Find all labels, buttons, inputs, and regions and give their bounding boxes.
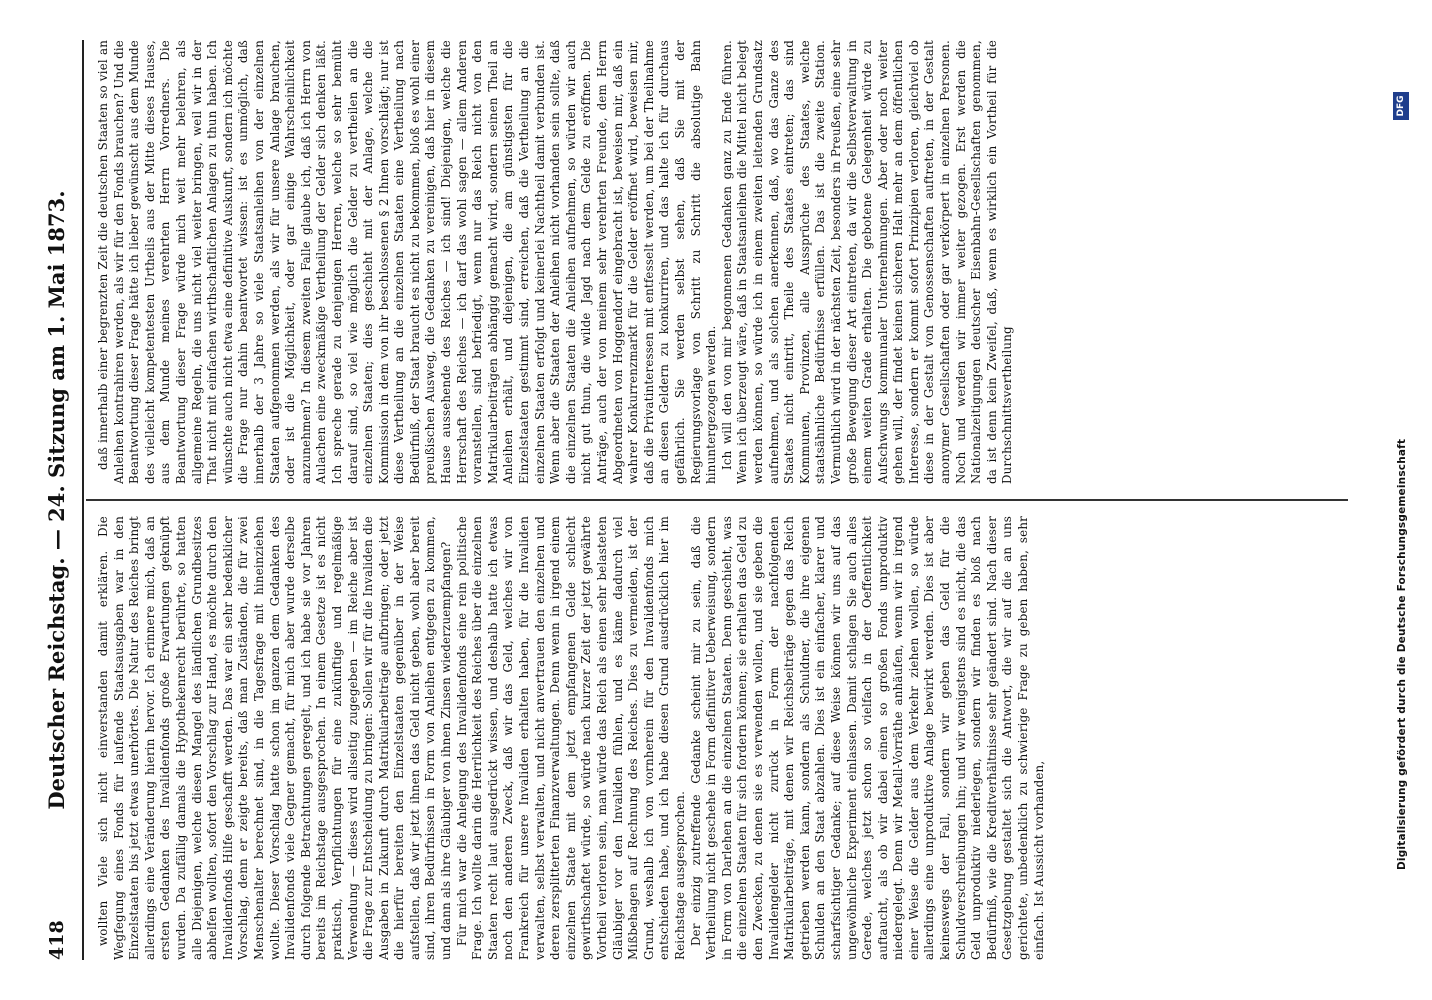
running-head: Deutscher Reichstag. — 24. Sitzung am 1. Mai 1873. xyxy=(44,190,69,810)
paragraph: Ich will den von mir begonnenen Gedanken ganz zu Ende führen. Wenn ich überzeugt wäre, daß in Staatsanleihen die Mittel nicht belegt werden können, so würde ich in einem zweiten leitenden Grundsatz aufnehmen, und als solchen anerkennen, daß, wo das Ganze des Staates nicht eintritt, Theile des Staates eintreten; das sind Kommunen, Provinzen, alle Aussprüche des Staates, welche staatsähnliche Bedürfnisse erfüllen. Das ist die zweite Station. Vermuthlich wird in der nächsten Zeit, besonders in Preußen, eine sehr große Bewegung dieser Art eintreten, da wir die Selbstverwaltung in einem weiten Grade erhalten. Die gebotene Gelegenheit würde zu Aufschwungs kommunaler Unternehmungen. Aber oder noch weiter gehen will, der findet keinen sicheren Halt mehr an dem öffentlichen Interesse, sondern er kommt sofort Prinzipien verloren, gleichviel ob diese in der Gestalt von Genossenschaften auftreten, in der Gestalt anonymer Gesellschaften oder gar verkörpert in einzelnen Personen. Noch und werden wir immer weiter gezogen. Erst werden die Nationalzeitigungen deutscher Eisenbahn-Gesellschaften genommen, da ist denn kein Zweifel, daß, wenn es wirklich ein Vortheil für die Durchschnittsvertheilung xyxy=(719,40,1015,484)
credit-text: Digitalisierung gefördert durch die Deutsche Forschungsgemeinschaft xyxy=(1396,438,1408,870)
digitization-credit xyxy=(1388,0,1418,1000)
dfg-logo: DFG xyxy=(1393,92,1409,120)
paragraph: Für mich war die Anlegung des Invalidenfonds eine rein politische Frage. Ich wollte darin die Herrlichkeit des Reiches über die einzelnen Staaten recht laut ausgedrückt wissen, und deshalb hatte ich etwas noch den anderen Zweck, daß wir das Geld, welches wir von Frankreich für unsere Invaliden erhalten haben, für die Invaliden verwalten, selbst verwalten, und nicht anvertrauen den einzelnen und deren zersplitterten Finanzverwaltungen. Denn wenn in irgend einem einzelnen Staate mit dem jetzt empfangenen Gelde schlecht gewirthschaftet würde, so würde nach kurzer Zeit der jetzt gewährte Vortheil verloren sein, man würde das Reich als einen sehr belasteten Gläubiger vor den Invaliden fühlen, und es käme dadurch viel Mißbehagen auf Rechnung des Reiches. Dies zu vermeiden, ist der Grund, weshalb ich von vornherein für den Invalidenfonds mich entschieden habe, und ich habe diesen Grund ausdrücklich hier im Reichstage ausgesprochen. xyxy=(454,516,687,960)
page-header xyxy=(40,40,76,960)
text-column-right xyxy=(96,40,1336,484)
header-rule xyxy=(82,40,84,960)
paragraph: daß innerhalb einer begrenzten Zeit die deutschen Staaten so viel an Anleihen kontrahiren werden, als wir für den Fonds brauchen? Und die Beantwortung dieser Frage hätte ich lieber gewünscht aus dem Munde des vielleicht kompetentesten Urtheils aus der Mitte dieses Hauses, aus dem Munde meines verehrten Herrn Vorredners. Die Beantwortung dieser Frage würde mich weit mehr belehren, als allgemeine Regeln, die uns nicht viel weiter bringen, weil wir in der That nicht mit einfachen wirthschaftlichen Anlagen zu thun haben. Ich wünschte auch nicht etwa eine definitive Auskunft, sondern ich möchte die Frage nur dahin beantwortet wissen: ist es unmöglich, daß innerhalb der 3 Jahre so viele Staatsanleihen von der einzelnen Staaten aufgenommen werden, als wir für unsere Anlage brauchen, oder ist die Möglichkeit, oder gar einige Wahrscheinlichkeit anzunehmen? In diesem zweiten Falle glaube ich, daß ich Herrn von Aulachen eine zweckmäßige Vertheilung der Gelder sich denken läßt. Ich spreche gerade zu denjenigen Herren, welche so sehr bemüht darauf sind, so viel wie möglich die Gelder zu vertheilen an die einzelnen Staaten; dies geschieht mit der Anlage, welche die Kommission in dem von ihr beschlossenen § 2 Ihnen vorschlägt; nur ist diese Vertheilung an die einzelnen Staaten eine Vertheilung nach Bedürfniß, der Staat braucht es nicht zu bekommen, bloß es wohl einer preußischen Ausweg, die Gedanken zu vereinigen, daß hier in diesem Hause aussehende des Reiches — ich sind! Diejenigen, welche die Herrschaft des Reiches — ich darf das wohl sagen — allem Anderen voranstellen, sind befriedigt, wenn nur das Reich nicht von den Matrikularbeiträgen abhängig gemacht wird, sondern seinen Theil an Anleihen erhält, und diejenigen, die am günstigsten für die Einzelstaaten gestimmt sind, erreichen, daß die Vertheilung an die einzelnen Staaten erfolgt und keinerlei Nachtheil damit verbunden ist. Wenn aber die Staaten der Anleihen nicht vorhanden sein sollte, daß die einzelnen Staaten die Anleihen aufnehmen, so würden wir auch nicht gut thun, die wilde Jagd nach dem Gelde zu eröffnen. Die Anträge, auch der von meinem sehr verehrten Freunde, dem Herrn Abgeordneten von Hoggendorf eingebracht ist, beweisen mir, daß ein wahrer Konkurrenzmarkt für die Gelder eröffnet wird, beweisen mir, daß die Privatinteressen mit entfesselt werden, um bei der Theilnahme an diesen Geldern zu konkurriren, und das halte ich für durchaus gefährlich. Sie werden selbst sehen, daß Sie mit der Regierungsvorlage von Schritt zu Schritt die absolutige Bahn hinuntergezogen werden. xyxy=(96,40,719,484)
column-divider xyxy=(86,499,1348,501)
paragraph: wollten Viele sich nicht einverstanden damit erklären. Die Wegfegung eines Fonds für laufende Staatsausgaben war in den Einzelstaaten bis jetzt etwas unerhörtes. Die Natur des Reiches bringt allerdings eine Veränderung hierin hervor. Ich erinnere mich, daß an ersten Gedanken des Invalidenfonds große Erwartungen geknüpft wurden. Da zufällig damals die Hypothekenrecht berührte, so hatten alle Diejenigen, welche diesen Mangel des ländlichen Grundbesitzes abhelfen wollten, sofort den Vorschlag zur Hand, es möchte durch den Invalidenfonds Hilfe geschafft werden. Das war ein sehr bedenklicher Vorschlag, denn er zeigte bereits, daß man Zuständen, die für zwei Menschenalter berechnet sind, in die Tagesfrage mit hineinziehen wollte. Dieser Vorschlag hatte schon im ganzen dem Gedanken des Invalidenfonds viele Gegner gemacht, für mich aber wurde derselbe durch folgende Betrachtungen geregelt, und ich habe sie vor Jahren bereits im Reichstage ausgesprochen. In einem Gesetze ist es nicht praktisch, Verpflichtungen für eine zukünftige und regelmäßige Verwendung — dieses wird allseitig zugegeben — im Reiche aber ist die Frage zur Entscheidung zu bringen: Sollen wir für die Invaliden die Ausgaben in Zukunft durch Matrikularbeiträge aufbringen; oder jetzt die hierfür bereiten den Einzelstaaten gegenüber in der Weise aufstellen, daß wir jetzt ihnen das Geld nicht geben, wohl aber bereit sind, ihren Bedürfnissen in Form von Anleihen entgegen zu kommen, und dann als ihre Gläubiger von ihnen Zinsen wiederzuempfangen? xyxy=(96,516,454,960)
page-number: 418 xyxy=(46,920,68,960)
paragraph: Der einzig zutreffende Gedanke scheint mir zu sein, daß die Vertheilung nicht geschehe in Form definitiver Ueberweisung, sondern in Form von Darlehen an die einzelnen Staaten. Denn geschieht, was die einzelnen Staaten für sich fordern können; sie erhalten das Geld zu den Zwecken, zu denen sie es verwenden wollen, und sie geben die Invalidengelder nicht zurück in Form der nachfolgenden Matrikularbeiträge, mit denen wir Reichsbeiträge gegen das Reich getrieben werden kann, sondern als Schuldner, die ihre eigenen Schulden an den Staat abzahlen. Dies ist ein einfacher, klarer und scharfsichtiger Gedanke; auf diese Weise können wir uns auf das ungewöhnliche Experiment einlassen. Damit schlagen Sie auch alles Gerede, welches jetzt schon so vielfach in der Oeffentlichkeit auftaucht, als ob wir dabei einen so großen Fonds unproduktiv niedergelegt. Denn wir Metall-Vorräthe anhäufen, wenn wir in irgend einer Weise die Gelder aus dem Verkehr ziehen wollen, so würde allerdings eine unproduktive Anlage bewirkt werden. Dies ist aber keineswegs der Fall, sondern wir geben das Geld für die Schuldverschreibungen hin; und wir wenigstens sind es nicht, die das Geld unproduktiv niederlegen, sondern wir finden es bloß nach Bedürfniß, wie die Kreditverhältnisse sehr geändert sind. Nach dieser Gesetzgebung gestaltet sich die Antwort, die wir auf die an uns gerichtete, unbedenklich zu schwierige Frage zu geben haben, sehr einfach. Ist Aussicht vorhanden, xyxy=(688,516,1046,960)
text-column-left xyxy=(96,516,1336,960)
